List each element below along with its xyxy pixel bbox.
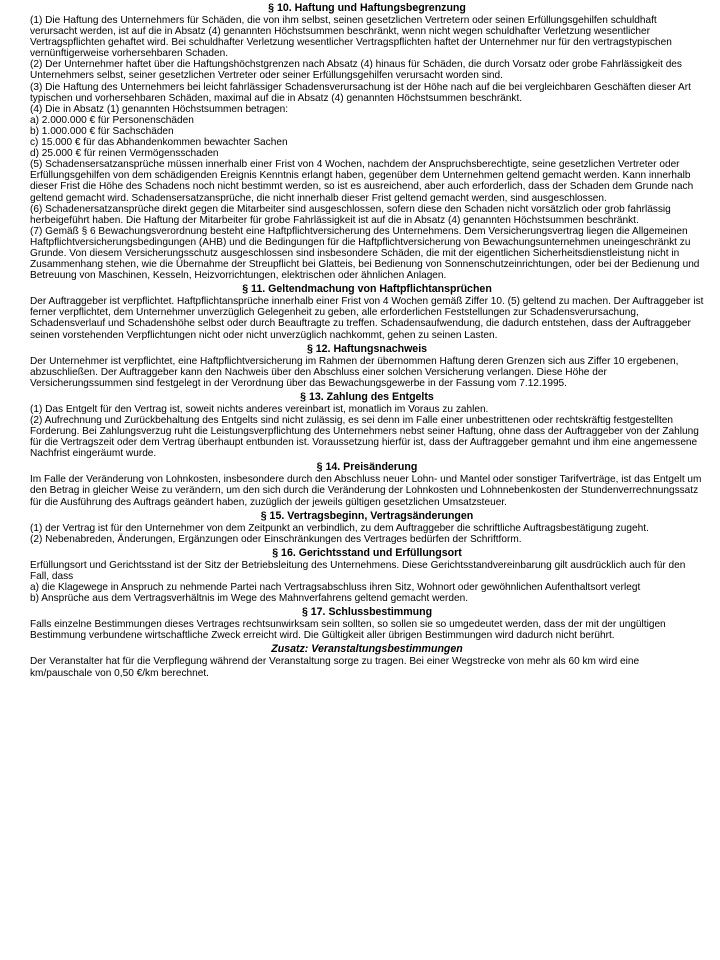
section-heading: § 16. Gerichtsstand und Erfüllungsort xyxy=(272,546,462,559)
list-item: c) 15.000 € für das Abhandenkommen bewachter Sachen xyxy=(30,137,288,149)
list-item: a) 2.000.000 € für Personenschäden xyxy=(30,114,194,126)
paragraph: (1) Die Haftung des Unternehmers für Schäden, die von ihm selbst, seinen gesetzlichen Vertretern oder seinen Erfüllungsgehilfen schuldhaft verursacht werden, ist auf die in Absatz (4) genannten Höchstsummen beschränkt, wenn nicht wegen schuldhafter Verletzung wesentlicher Vertragspflichten gehaftet wird. Bei schuldhafter Verletzung wesentlicher Vertragspflichten haftet der Unternehmer nur für den vertragstypischen vernünftigerweise vorhersehbaren Schaden. xyxy=(30,15,672,60)
paragraph: (6) Schadenersatzansprüche direkt gegen die Mitarbeiter sind ausgeschlossen, sofern diese den Schaden nicht vorsätzlich oder grob fahrlässig herbeigeführt haben. Die Haftung der Mitarbeiter für grobe Fahrlässigkeit ist auf die in Absatz (4) genannten Höchstsummen beschränkt. xyxy=(30,203,671,226)
paragraph: Falls einzelne Bestimmungen dieses Vertrages rechtsunwirksam sein sollten, so sollen sie so umgedeutet werden, dass der mit der ungültigen Bestimmung verbundene wirtschaftliche Zweck erreicht wird. Die Gültigkeit aller übrigen Bestimmungen wird dadurch nicht berührt. xyxy=(30,619,666,642)
list-item: b) Ansprüche aus dem Vertragsverhältnis im Wege des Mahnverfahrens geltend gemacht werden. xyxy=(30,593,469,605)
list-item: a) die Klagewege in Anspruch zu nehmende Partei nach Vertragsabschluss ihren Sitz, Wohnort oder gewöhnlichen Aufenthaltsort verlegt xyxy=(30,582,641,594)
paragraph: (1) Das Entgelt für den Vertrag ist, soweit nichts anderes vereinbart ist, monatlich im Voraus zu zahlen. xyxy=(30,403,489,415)
paragraph: (4) Die in Absatz (1) genannten Höchstsummen betragen: xyxy=(30,103,289,115)
paragraph: (3) Die Haftung des Unternehmers bei leicht fahrlässiger Schadensverursachung ist der Höhe nach auf die bei vergleichbaren Geschäften dieser Art typischen und vorhersehbaren Schäden, maximal auf die in Absatz (4) genannten Höchstsummen beschränkt. xyxy=(30,81,691,104)
paragraph: (7) Gemäß § 6 Bewachungsverordnung besteht eine Haftpflichtversicherung des Unternehmens. Dem Versicherungsvertrag liegen die Allgemeinen Haftpflichtversicherungsbedingungen (AHB) und die Bedingungen für die Haftpflichtversicherung von Bewachungsunternehmen uneingeschränkt zu Grunde. Von diesem Versicherungsschutz ausgeschlossen sind insbesondere Schäden, die mit der eigentlichen Sicherheitsdienstleistung nicht in Zusammenhang stehen, wie die Übernahme der Streupflicht bei Glatteis, bei Bedienung von Sonnenschutzeinrichtungen, oder bei der Bedienung und Betreuung von Maschinen, Kesseln, Heizvorrichtungen, elektrischen oder ähnlichen Anlagen. xyxy=(30,225,700,282)
document-page xyxy=(30,2,704,679)
paragraph: Der Veranstalter hat für die Verpflegung während der Veranstaltung sorge zu tragen. Bei einer Wegstrecke von mehr als 60 km wird eine km/pauschale von 0,50 €/km berechnet. xyxy=(30,656,640,679)
section-heading-addendum: Zusatz: Veranstaltungsbestimmungen xyxy=(271,643,463,656)
section-heading: § 12. Haftungsnachweis xyxy=(306,342,428,355)
paragraph: (1) der Vertrag ist für den Unternehmer von dem Zeitpunkt an verbindlich, zu dem Auftraggeber die schriftliche Auftragsbestätigung zugeht. xyxy=(30,522,649,534)
section-heading: § 14. Preisänderung xyxy=(316,461,418,474)
list-item: d) 25.000 € für reinen Vermögensschaden xyxy=(30,148,219,160)
paragraph: Im Falle der Veränderung von Lohnkosten, insbesondere durch den Abschluss neuer Lohn- und Mantel oder sonstiger Tarifverträge, ist das Entgelt um den Betrag in gleicher Weise zu verändern, um den sich durch die Veränderung der Lohnkosten und Lohnnebenkosten der Stundenverrechnungssatz für die Ausführung des Auftrags geändert haben, zuzüglich der jeweils gültigen gesetzlichen Umsatzsteuer. xyxy=(30,474,702,508)
paragraph: Erfüllungsort und Gerichtsstand ist der Sitz der Betriebsleitung des Unternehmens. Diese Gerichtsstandvereinbarung gilt ausdrücklich auch für den Fall, dass xyxy=(30,559,686,582)
list-item: b) 1.000.000 € für Sachschäden xyxy=(30,125,174,137)
paragraph: (2) Aufrechnung und Zurückbehaltung des Entgelts sind nicht zulässig, es sei denn im Falle einer unbestrittenen oder rechtskräftig festgestellten Forderung. Bei Zahlungsverzug ruht die Leistungsverpflichtung des Unternehmers nebst seiner Haftung, ohne dass der Auftraggeber von der Zahlung für die Vertragszeit oder dem Vertrag überhaupt entbunden ist. Voraussetzung hierfür ist, dass der Auftraggeber gemahnt und ihm eine angemessene Nachfrist eingeräumt wurde. xyxy=(30,415,699,460)
section-heading: § 15. Vertragsbeginn, Vertragsänderungen xyxy=(260,509,474,522)
paragraph: (5) Schadensersatzansprüche müssen innerhalb einer Frist von 4 Wochen, nachdem der Anspruchsberechtigte, seine gesetzlichen Vertreter oder Erfüllungsgehilfen von dem schädigenden Ereignis Kenntnis erlangt haben, gegenüber dem Unternehmen geltend gemacht werden. Kann innerhalb dieser Frist die Höhe des Schadens noch nicht bestimmt werden, so ist es ausreichend, aber auch erforderlich, dass der Schaden dem Grunde nach geltend gemacht wird. Schadensersatzansprüche, die nicht innerhalb dieser Frist geltend gemacht werden, sind ausgeschlossen. xyxy=(30,159,694,204)
section-heading: § 11. Geltendmachung von Haftpflichtansprüchen xyxy=(242,283,492,296)
paragraph: Der Auftraggeber ist verpflichtet. Haftpflichtansprüche innerhalb einer Frist von 4 Wochen gemäß Ziffer 10. (5) geltend zu machen. Der Auftraggeber ist ferner verpflichtet, dem Unternehmer unverzüglich Gelegenheit zu geben, alle erforderlichen Feststellungen zur Schadensverursachung, Schadensverlauf und Schadenshöhe selbst oder durch Beauftragte zu treffen. Schadensaufwendung, die dadurch entstehen, dass der Auftraggeber seinen vorstehenden Verpflichtungen nicht oder nicht unverzüglich nachkommt, gehen zu seinen Lasten. xyxy=(30,296,704,341)
paragraph: Der Unternehmer ist verpflichtet, eine Haftpflichtversicherung im Rahmen der übernommen Haftung deren Grenzen sich aus Ziffer 10 ergebenen, abzuschließen. Der Auftraggeber kann den Nachweis über den Abschluss einer solchen Versicherung verlangen. Diese Höhe der Versicherungssummen sind festgelegt in der Verordnung über das Bewachungsgewerbe in der Fassung vom 7.12.1995. xyxy=(30,355,679,389)
paragraph: (2) Nebenabreden, Änderungen, Ergänzungen oder Einschränkungen des Vertrages bedürfen der Schriftform. xyxy=(30,533,522,545)
section-heading: § 10. Haftung und Haftungsbegrenzung xyxy=(268,2,466,14)
paragraph: (2) Der Unternehmer haftet über die Haftungshöchstgrenzen nach Absatz (4) hinaus für Schäden, die durch Vorsatz oder grobe Fahrlässigkeit des Unternehmers selbst, seiner gesetzlichen Vertreter oder seiner Erfüllungsgehilfen verursacht worden sind. xyxy=(30,59,682,82)
section-heading: § 13. Zahlung des Entgelts xyxy=(300,390,434,403)
section-heading: § 17. Schlussbestimmung xyxy=(301,606,433,619)
